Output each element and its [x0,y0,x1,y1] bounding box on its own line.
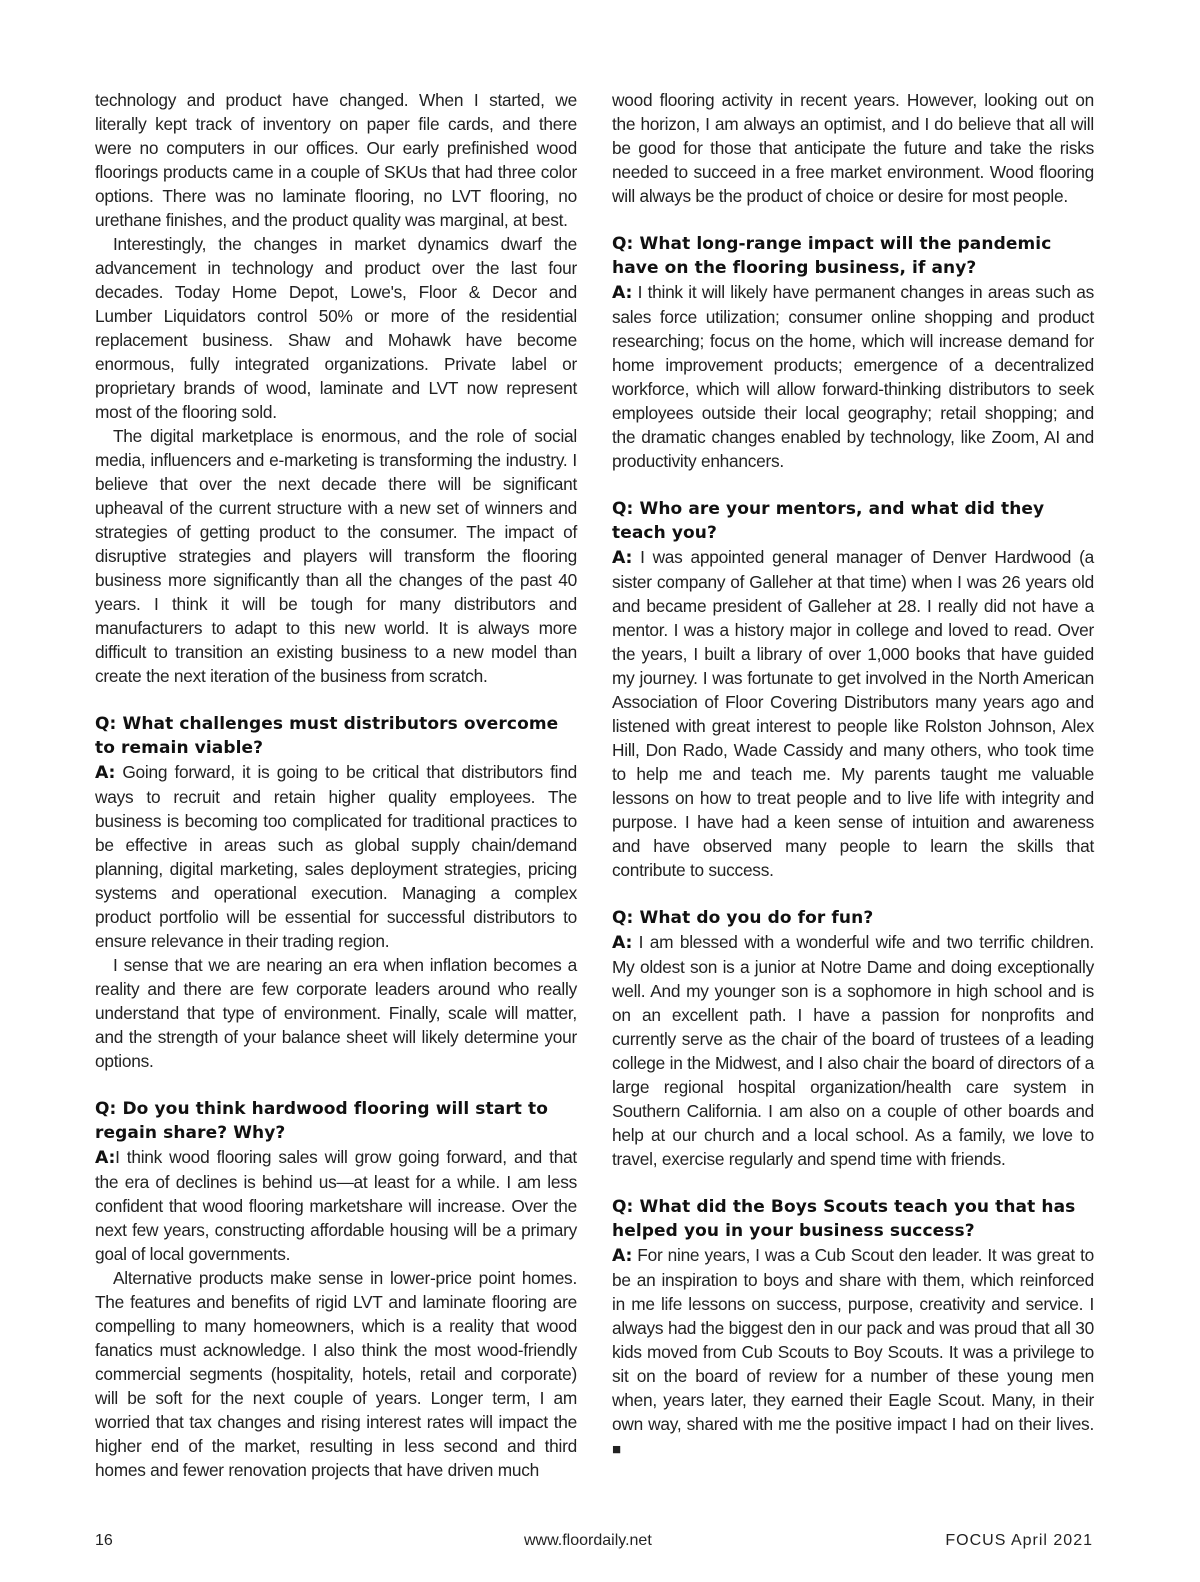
answer-label: A: [95,763,116,783]
answer-paragraph [612,1243,1094,1462]
question-heading: Q: Do you think hardwood flooring will start to regain share? Why? [95,1099,549,1143]
body-paragraph: I sense that we are nearing an era when inflation becomes a reality and there are few corporate leaders around who really understand that type of environment. Finally, scale will matter, and the strength of your balance sheet will likely determine your options. [95,955,577,1071]
question-heading: Q: What challenges must distributors overcome to remain viable? [95,714,559,758]
answer-text: I think wood flooring sales will grow going forward, and that the era of declines is behind us—at least for a while. I am less confident that wood flooring marketshare will increase. Over the next few years, constructing affordable housing will be a primary goal of local governments. [95,1147,577,1264]
left-column [95,88,577,1482]
body-paragraph: Interestingly, the changes in market dynamics dwarf the advancement in technology and product over the last four decades. Today Home Depot, Lowe's, Floor & Decor and Lumber Liquidators control 50% or more of the residential replacement business. Shaw and Mohawk have become enormous, fully integrated organizations. Private label or proprietary brands of wood, laminate and LVT now represent most of the flooring sold. [95,234,577,422]
question-heading: Q: Who are your mentors, and what did they teach you? [612,499,1045,543]
answer-text: I am blessed with a wonderful wife and two terrific children. My oldest son is a junior at Notre Dame and doing exceptionally well. And my younger son is a sophomore in high school and is on an excellent path. I have a passion for nonprofits and currently serve as the chair of the board of trustees of a leading college in the Midwest, and I also chair the board of directors of a large regional hospital organization/health care system in Southern California. I am also on a couple of other boards and help at our church and a local school. As a family, we love to travel, exercise regularly and spend time with friends. [612,932,1094,1169]
question-heading: Q: What did the Boys Scouts teach you that has helped you in your business success? [612,1197,1076,1241]
body-paragraph: wood flooring activity in recent years. However, looking out on the horizon, I am always an optimist, and I do believe that all will be good for those that anticipate the future and take the risks needed to succeed in a free market environment. Wood flooring will always be the product of choice or desire for most people. [612,90,1094,206]
answer-label: A: [612,283,633,303]
answer-paragraph [612,545,1094,882]
question-heading: Q: What do you do for fun? [612,908,874,928]
answer-label: A: [612,1246,633,1266]
answer-text: I was appointed general manager of Denver Hardwood (a sister company of Galleher at that time) when I was 26 years old and became president of Galleher at 28. I really did not have a mentor. I was a history major in college and loved to read. Over the years, I built a library of over 1,000 books that have guided my journey. I was fortunate to get involved in the North American Association of Floor Covering Distributors many years ago and listened with great interest to people like Rolston Johnson, Alex Hill, Don Rado, Wade Cassidy and many others, who took time to help me and teach me. My parents taught me valuable lessons on how to treat people and to live life with integrity and purpose. I have had a keen sense of intuition and awareness and have observed many people to learn the skills that contribute to success. [612,547,1094,880]
answer-label: A: [95,1148,116,1168]
answer-paragraph [95,1145,577,1266]
answer-paragraph [612,280,1094,473]
footer-url: www.floordaily.net [524,1532,652,1549]
body-paragraph: technology and product have changed. When I started, we literally kept track of inventory on paper file cards, and there were no computers in our offices. Our early prefinished wood floorings products came in a couple of SKUs that had three color options. There was no laminate flooring, no LVT flooring, no urethane finishes, and the product quality was marginal, at best. [95,90,577,230]
page-number: 16 [95,1532,113,1549]
body-paragraph: Alternative products make sense in lower-price point homes. The features and benefits of rigid LVT and laminate flooring are compelling to many homeowners, which is a reality that wood fanatics must acknowledge. I also think the most wood-friendly commercial segments (hospitality, hotels, retail and corporate) will be soft for the next couple of years. Longer term, I am worried that tax changes and rising interest rates will impact the higher end of the market, resulting in less second and third homes and fewer renovation projects that have driven much [95,1268,577,1480]
body-paragraph: The digital marketplace is enormous, and the role of social media, influencers and e-marketing is transforming the industry. I believe that over the next decade there will be significant upheaval of the current structure with a new set of winners and strategies of getting product to the consumer. The impact of disruptive strategies and players will transform the flooring business more significantly than all the changes of the past 40 years. I think it will be tough for many distributors and manufacturers to adapt to this new world. It is always more difficult to transition an existing business to a new model than create the next iteration of the business from scratch. [95,426,577,686]
answer-label: A: [612,548,633,568]
answer-text: Going forward, it is going to be critical that distributors find ways to recruit and retain higher quality employees. The business is becoming too complicated for traditional practices to be effective in areas such as global supply chain/demand planning, digital marketing, sales deployment strategies, pricing systems and operational execution. Managing a complex product portfolio will be essential for successful distributors to ensure relevance in their trading region. [95,762,577,951]
end-of-article-square-icon: ■ [612,1441,621,1458]
answer-paragraph [95,760,577,953]
answer-paragraph [612,930,1094,1171]
answer-text: For nine years, I was a Cub Scout den leader. It was great to be an inspiration to boys and share with them, which reinforced in me life lessons on success, purpose, creativity and service. I always had the biggest den in our pack and was proud that all 30 kids moved from Cub Scouts to Boy Scouts. It was a privilege to sit on the board of review for a number of these young men when, years later, they earned their Eagle Scout. Many, in their own way, shared with me the positive impact I had on their lives. [612,1245,1094,1434]
right-column [612,88,1094,1462]
answer-text: I think it will likely have permanent changes in areas such as sales force utilization; consumer online shopping and product researching; focus on the home, which will increase demand for home improvement products; emergence of a decentralized workforce, which will allow forward-thinking distributors to seek employees outside their local geography; retail shopping; and the dramatic changes enabled by technology, like Zoom, AI and productivity enhancers. [612,282,1094,471]
footer-issue: FOCUS April 2021 [945,1532,1093,1549]
answer-label: A: [612,933,633,953]
question-heading: Q: What long-range impact will the pandemic have on the flooring business, if any? [612,234,1052,278]
